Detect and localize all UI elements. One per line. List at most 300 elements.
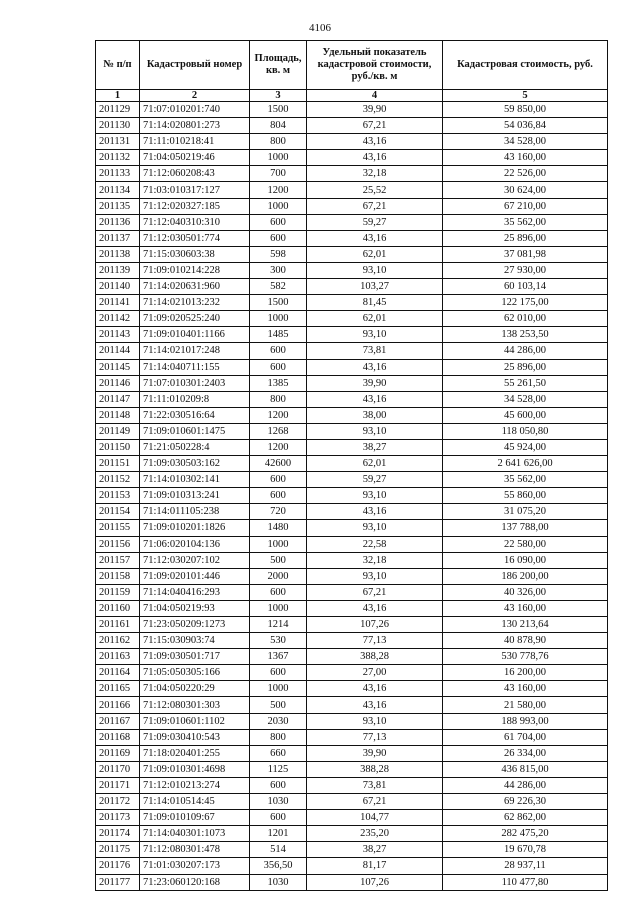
- unit-value-cell: 39,90: [307, 102, 443, 118]
- row-number-cell: 201142: [96, 311, 140, 327]
- unit-value-cell: 59,27: [307, 214, 443, 230]
- table-row: [96, 150, 608, 166]
- cadastral-value-cell: 138 253,50: [443, 327, 608, 343]
- row-number-cell: 201162: [96, 633, 140, 649]
- row-number-cell: 201172: [96, 794, 140, 810]
- area-cell: 2030: [250, 713, 307, 729]
- row-number-cell: 201176: [96, 858, 140, 874]
- cadastral-number-cell: 71:04:050219:46: [140, 150, 250, 166]
- area-cell: 1367: [250, 649, 307, 665]
- cadastral-value-cell: 2 641 626,00: [443, 456, 608, 472]
- unit-value-cell: 43,16: [307, 697, 443, 713]
- cadastral-value-cell: 118 050,80: [443, 423, 608, 439]
- cadastral-value-cell: 22 526,00: [443, 166, 608, 182]
- cadastral-number-cell: 71:14:020631:960: [140, 279, 250, 295]
- header-row-number: № п/п: [96, 41, 140, 90]
- cadastral-number-cell: 71:12:040310:310: [140, 214, 250, 230]
- unit-value-cell: 77,13: [307, 633, 443, 649]
- cadastral-number-cell: 71:07:010301:2403: [140, 375, 250, 391]
- unit-value-cell: 93,10: [307, 423, 443, 439]
- unit-value-cell: 22,58: [307, 536, 443, 552]
- unit-value-cell: 107,26: [307, 874, 443, 890]
- area-cell: 1268: [250, 423, 307, 439]
- table-row: [96, 134, 608, 150]
- table-row: [96, 230, 608, 246]
- area-cell: 1030: [250, 874, 307, 890]
- unit-value-cell: 43,16: [307, 359, 443, 375]
- unit-value-cell: 62,01: [307, 311, 443, 327]
- table-row: [96, 584, 608, 600]
- cadastral-number-cell: 71:09:010313:241: [140, 488, 250, 504]
- cadastral-value-cell: 67 210,00: [443, 198, 608, 214]
- cadastral-number-cell: 71:14:021013:232: [140, 295, 250, 311]
- cadastral-value-cell: 55 261,50: [443, 375, 608, 391]
- cadastral-number-cell: 71:14:021017:248: [140, 343, 250, 359]
- cadastral-value-cell: 34 528,00: [443, 391, 608, 407]
- row-number-cell: 201169: [96, 745, 140, 761]
- table-row: [96, 826, 608, 842]
- area-cell: 500: [250, 697, 307, 713]
- cadastral-number-cell: 71:23:050209:1273: [140, 617, 250, 633]
- cadastral-value-cell: 60 103,14: [443, 279, 608, 295]
- row-number-cell: 201175: [96, 842, 140, 858]
- table-row: [96, 858, 608, 874]
- cadastral-number-cell: 71:11:010209:8: [140, 391, 250, 407]
- table-row: [96, 568, 608, 584]
- cadastral-value-cell: 25 896,00: [443, 230, 608, 246]
- area-cell: 1125: [250, 761, 307, 777]
- cadastral-value-cell: 16 090,00: [443, 552, 608, 568]
- unit-value-cell: 43,16: [307, 134, 443, 150]
- unit-value-cell: 43,16: [307, 230, 443, 246]
- cadastral-value-cell: 530 778,76: [443, 649, 608, 665]
- column-number: 4: [307, 90, 443, 102]
- table-row: [96, 391, 608, 407]
- area-cell: 1000: [250, 600, 307, 616]
- cadastral-number-cell: 71:12:020327:185: [140, 198, 250, 214]
- table-row: [96, 311, 608, 327]
- cadastral-value-cell: 28 937,11: [443, 858, 608, 874]
- header-cadastral-value: Кадастровая стоимость, руб.: [443, 41, 608, 90]
- cadastral-number-cell: 71:06:020104:136: [140, 536, 250, 552]
- unit-value-cell: 32,18: [307, 552, 443, 568]
- area-cell: 1500: [250, 295, 307, 311]
- cadastral-value-table: [95, 40, 608, 891]
- area-cell: 600: [250, 584, 307, 600]
- cadastral-value-cell: 59 850,00: [443, 102, 608, 118]
- cadastral-value-cell: 40 326,00: [443, 584, 608, 600]
- area-cell: 600: [250, 472, 307, 488]
- cadastral-value-cell: 35 562,00: [443, 214, 608, 230]
- row-number-cell: 201149: [96, 423, 140, 439]
- unit-value-cell: 93,10: [307, 327, 443, 343]
- unit-value-cell: 388,28: [307, 649, 443, 665]
- table-row: [96, 681, 608, 697]
- table-row: [96, 343, 608, 359]
- unit-value-cell: 38,00: [307, 407, 443, 423]
- area-cell: 1000: [250, 311, 307, 327]
- cadastral-number-cell: 71:09:010601:1475: [140, 423, 250, 439]
- cadastral-number-cell: 71:12:080301:303: [140, 697, 250, 713]
- area-cell: 600: [250, 777, 307, 793]
- unit-value-cell: 25,52: [307, 182, 443, 198]
- row-number-cell: 201148: [96, 407, 140, 423]
- cadastral-number-cell: 71:09:010401:1166: [140, 327, 250, 343]
- cadastral-number-cell: 71:14:010514:45: [140, 794, 250, 810]
- cadastral-value-cell: 110 477,80: [443, 874, 608, 890]
- unit-value-cell: 93,10: [307, 713, 443, 729]
- area-cell: 600: [250, 230, 307, 246]
- unit-value-cell: 73,81: [307, 343, 443, 359]
- cadastral-value-cell: 43 160,00: [443, 150, 608, 166]
- table-row: [96, 794, 608, 810]
- cadastral-number-cell: 71:09:020525:240: [140, 311, 250, 327]
- cadastral-value-cell: 26 334,00: [443, 745, 608, 761]
- table-row: [96, 488, 608, 504]
- cadastral-number-cell: 71:14:010302:141: [140, 472, 250, 488]
- table-row: [96, 423, 608, 439]
- cadastral-number-cell: 71:14:040301:1073: [140, 826, 250, 842]
- row-number-cell: 201137: [96, 230, 140, 246]
- cadastral-value-cell: 21 580,00: [443, 697, 608, 713]
- cadastral-number-cell: 71:09:010109:67: [140, 810, 250, 826]
- unit-value-cell: 43,16: [307, 600, 443, 616]
- cadastral-number-cell: 71:15:030603:38: [140, 246, 250, 262]
- area-cell: 1030: [250, 794, 307, 810]
- cadastral-number-cell: 71:12:030207:102: [140, 552, 250, 568]
- cadastral-value-cell: 43 160,00: [443, 681, 608, 697]
- row-number-cell: 201158: [96, 568, 140, 584]
- row-number-cell: 201139: [96, 262, 140, 278]
- unit-value-cell: 107,26: [307, 617, 443, 633]
- row-number-cell: 201130: [96, 118, 140, 134]
- row-number-cell: 201140: [96, 279, 140, 295]
- unit-value-cell: 39,90: [307, 375, 443, 391]
- unit-value-cell: 38,27: [307, 842, 443, 858]
- table-row: [96, 777, 608, 793]
- column-number: 1: [96, 90, 140, 102]
- row-number-cell: 201159: [96, 584, 140, 600]
- row-number-cell: 201132: [96, 150, 140, 166]
- cadastral-number-cell: 71:14:011105:238: [140, 504, 250, 520]
- cadastral-value-cell: 45 924,00: [443, 439, 608, 455]
- table-row: [96, 214, 608, 230]
- table-header-row: [96, 41, 608, 90]
- unit-value-cell: 388,28: [307, 761, 443, 777]
- table-row: [96, 198, 608, 214]
- cadastral-number-cell: 71:09:010214:228: [140, 262, 250, 278]
- area-cell: 1485: [250, 327, 307, 343]
- table-row: [96, 407, 608, 423]
- table-row: [96, 665, 608, 681]
- column-number: 5: [443, 90, 608, 102]
- table-row: [96, 262, 608, 278]
- unit-value-cell: 67,21: [307, 118, 443, 134]
- area-cell: 800: [250, 729, 307, 745]
- row-number-cell: 201171: [96, 777, 140, 793]
- cadastral-number-cell: 71:14:040711:155: [140, 359, 250, 375]
- unit-value-cell: 43,16: [307, 391, 443, 407]
- row-number-cell: 201170: [96, 761, 140, 777]
- area-cell: 1480: [250, 520, 307, 536]
- table-row: [96, 617, 608, 633]
- table-row: [96, 102, 608, 118]
- unit-value-cell: 39,90: [307, 745, 443, 761]
- cadastral-value-cell: 35 562,00: [443, 472, 608, 488]
- row-number-cell: 201154: [96, 504, 140, 520]
- table-row: [96, 520, 608, 536]
- cadastral-value-cell: 34 528,00: [443, 134, 608, 150]
- unit-value-cell: 32,18: [307, 166, 443, 182]
- row-number-cell: 201150: [96, 439, 140, 455]
- cadastral-value-cell: 62 010,00: [443, 311, 608, 327]
- area-cell: 356,50: [250, 858, 307, 874]
- column-number-row: [96, 90, 608, 102]
- row-number-cell: 201153: [96, 488, 140, 504]
- cadastral-number-cell: 71:12:080301:478: [140, 842, 250, 858]
- table-row: [96, 633, 608, 649]
- cadastral-number-cell: 71:14:040416:293: [140, 584, 250, 600]
- cadastral-value-cell: 282 475,20: [443, 826, 608, 842]
- table-row: [96, 504, 608, 520]
- row-number-cell: 201167: [96, 713, 140, 729]
- row-number-cell: 201144: [96, 343, 140, 359]
- area-cell: 514: [250, 842, 307, 858]
- area-cell: 600: [250, 214, 307, 230]
- cadastral-value-cell: 55 860,00: [443, 488, 608, 504]
- row-number-cell: 201145: [96, 359, 140, 375]
- cadastral-value-cell: 44 286,00: [443, 777, 608, 793]
- unit-value-cell: 73,81: [307, 777, 443, 793]
- cadastral-number-cell: 71:09:030501:717: [140, 649, 250, 665]
- cadastral-value-cell: 16 200,00: [443, 665, 608, 681]
- area-cell: 300: [250, 262, 307, 278]
- cadastral-number-cell: 71:14:020801:273: [140, 118, 250, 134]
- area-cell: 530: [250, 633, 307, 649]
- table-row: [96, 729, 608, 745]
- row-number-cell: 201129: [96, 102, 140, 118]
- cadastral-value-cell: 62 862,00: [443, 810, 608, 826]
- cadastral-number-cell: 71:09:010201:1826: [140, 520, 250, 536]
- table-row: [96, 118, 608, 134]
- unit-value-cell: 38,27: [307, 439, 443, 455]
- table-row: [96, 713, 608, 729]
- unit-value-cell: 81,17: [307, 858, 443, 874]
- row-number-cell: 201131: [96, 134, 140, 150]
- table-row: [96, 697, 608, 713]
- unit-value-cell: 93,10: [307, 520, 443, 536]
- area-cell: 800: [250, 134, 307, 150]
- unit-value-cell: 104,77: [307, 810, 443, 826]
- row-number-cell: 201173: [96, 810, 140, 826]
- row-number-cell: 201165: [96, 681, 140, 697]
- area-cell: 42600: [250, 456, 307, 472]
- row-number-cell: 201168: [96, 729, 140, 745]
- unit-value-cell: 81,45: [307, 295, 443, 311]
- area-cell: 1000: [250, 536, 307, 552]
- area-cell: 1500: [250, 102, 307, 118]
- row-number-cell: 201138: [96, 246, 140, 262]
- table-body: [96, 102, 608, 891]
- area-cell: 1000: [250, 150, 307, 166]
- row-number-cell: 201164: [96, 665, 140, 681]
- table-row: [96, 600, 608, 616]
- table-row: [96, 359, 608, 375]
- area-cell: 600: [250, 665, 307, 681]
- unit-value-cell: 43,16: [307, 150, 443, 166]
- row-number-cell: 201160: [96, 600, 140, 616]
- table-row: [96, 246, 608, 262]
- column-number: 2: [140, 90, 250, 102]
- cadastral-value-cell: 44 286,00: [443, 343, 608, 359]
- row-number-cell: 201135: [96, 198, 140, 214]
- cadastral-number-cell: 71:12:010213:274: [140, 777, 250, 793]
- area-cell: 600: [250, 810, 307, 826]
- unit-value-cell: 62,01: [307, 246, 443, 262]
- cadastral-value-cell: 137 788,00: [443, 520, 608, 536]
- row-number-cell: 201155: [96, 520, 140, 536]
- unit-value-cell: 103,27: [307, 279, 443, 295]
- area-cell: 1200: [250, 182, 307, 198]
- row-number-cell: 201177: [96, 874, 140, 890]
- cadastral-number-cell: 71:22:030516:64: [140, 407, 250, 423]
- cadastral-value-cell: 31 075,20: [443, 504, 608, 520]
- cadastral-number-cell: 71:12:030501:774: [140, 230, 250, 246]
- area-cell: 600: [250, 343, 307, 359]
- row-number-cell: 201157: [96, 552, 140, 568]
- header-cadastral-number: Кадастровый номер: [140, 41, 250, 90]
- cadastral-value-cell: 122 175,00: [443, 295, 608, 311]
- row-number-cell: 201147: [96, 391, 140, 407]
- area-cell: 1385: [250, 375, 307, 391]
- area-cell: 800: [250, 391, 307, 407]
- cadastral-number-cell: 71:11:010218:41: [140, 134, 250, 150]
- header-unit-value: Удельный показатель кадастровой стоимости, руб./кв. м: [307, 41, 443, 90]
- cadastral-value-cell: 37 081,98: [443, 246, 608, 262]
- table-row: [96, 182, 608, 198]
- unit-value-cell: 67,21: [307, 198, 443, 214]
- cadastral-value-cell: 61 704,00: [443, 729, 608, 745]
- row-number-cell: 201152: [96, 472, 140, 488]
- table-row: [96, 472, 608, 488]
- cadastral-number-cell: 71:09:010301:4698: [140, 761, 250, 777]
- cadastral-value-cell: 130 213,64: [443, 617, 608, 633]
- table-row: [96, 874, 608, 890]
- cadastral-value-cell: 27 930,00: [443, 262, 608, 278]
- unit-value-cell: 77,13: [307, 729, 443, 745]
- cadastral-number-cell: 71:09:030503:162: [140, 456, 250, 472]
- column-number: 3: [250, 90, 307, 102]
- unit-value-cell: 67,21: [307, 584, 443, 600]
- unit-value-cell: 67,21: [307, 794, 443, 810]
- cadastral-value-cell: 54 036,84: [443, 118, 608, 134]
- table-row: [96, 166, 608, 182]
- unit-value-cell: 59,27: [307, 472, 443, 488]
- cadastral-number-cell: 71:09:020101:446: [140, 568, 250, 584]
- cadastral-number-cell: 71:01:030207:173: [140, 858, 250, 874]
- page-number: 4106: [309, 22, 331, 34]
- area-cell: 700: [250, 166, 307, 182]
- row-number-cell: 201174: [96, 826, 140, 842]
- header-area: Площадь, кв. м: [250, 41, 307, 90]
- row-number-cell: 201151: [96, 456, 140, 472]
- cadastral-value-cell: 19 670,78: [443, 842, 608, 858]
- row-number-cell: 201134: [96, 182, 140, 198]
- cadastral-number-cell: 71:07:010201:740: [140, 102, 250, 118]
- area-cell: 720: [250, 504, 307, 520]
- unit-value-cell: 93,10: [307, 488, 443, 504]
- row-number-cell: 201136: [96, 214, 140, 230]
- cadastral-number-cell: 71:04:050220:29: [140, 681, 250, 697]
- row-number-cell: 201133: [96, 166, 140, 182]
- row-number-cell: 201163: [96, 649, 140, 665]
- area-cell: 1200: [250, 439, 307, 455]
- unit-value-cell: 43,16: [307, 504, 443, 520]
- cadastral-number-cell: 71:03:010317:127: [140, 182, 250, 198]
- cadastral-number-cell: 71:05:050305:166: [140, 665, 250, 681]
- table-row: [96, 842, 608, 858]
- cadastral-value-cell: 69 226,30: [443, 794, 608, 810]
- table-row: [96, 536, 608, 552]
- unit-value-cell: 43,16: [307, 681, 443, 697]
- area-cell: 2000: [250, 568, 307, 584]
- cadastral-value-cell: 22 580,00: [443, 536, 608, 552]
- table-row: [96, 327, 608, 343]
- cadastral-number-cell: 71:04:050219:93: [140, 600, 250, 616]
- area-cell: 1000: [250, 681, 307, 697]
- table-row: [96, 761, 608, 777]
- cadastral-number-cell: 71:09:030410:543: [140, 729, 250, 745]
- row-number-cell: 201146: [96, 375, 140, 391]
- cadastral-value-cell: 43 160,00: [443, 600, 608, 616]
- row-number-cell: 201143: [96, 327, 140, 343]
- row-number-cell: 201161: [96, 617, 140, 633]
- table-row: [96, 810, 608, 826]
- table-row: [96, 295, 608, 311]
- table-row: [96, 649, 608, 665]
- cadastral-value-cell: 436 815,00: [443, 761, 608, 777]
- table-row: [96, 745, 608, 761]
- table-row: [96, 552, 608, 568]
- area-cell: 600: [250, 488, 307, 504]
- row-number-cell: 201166: [96, 697, 140, 713]
- cadastral-value-cell: 188 993,00: [443, 713, 608, 729]
- cadastral-number-cell: 71:18:020401:255: [140, 745, 250, 761]
- cadastral-value-cell: 30 624,00: [443, 182, 608, 198]
- table-row: [96, 375, 608, 391]
- area-cell: 1200: [250, 407, 307, 423]
- cadastral-number-cell: 71:23:060120:168: [140, 874, 250, 890]
- table-row: [96, 279, 608, 295]
- cadastral-number-cell: 71:09:010601:1102: [140, 713, 250, 729]
- cadastral-value-cell: 40 878,90: [443, 633, 608, 649]
- cadastral-number-cell: 71:12:060208:43: [140, 166, 250, 182]
- row-number-cell: 201141: [96, 295, 140, 311]
- row-number-cell: 201156: [96, 536, 140, 552]
- cadastral-number-cell: 71:21:050228:4: [140, 439, 250, 455]
- cadastral-number-cell: 71:15:030903:74: [140, 633, 250, 649]
- cadastral-value-cell: 45 600,00: [443, 407, 608, 423]
- area-cell: 1201: [250, 826, 307, 842]
- area-cell: 600: [250, 359, 307, 375]
- cadastral-value-cell: 25 896,00: [443, 359, 608, 375]
- area-cell: 500: [250, 552, 307, 568]
- table-row: [96, 439, 608, 455]
- unit-value-cell: 27,00: [307, 665, 443, 681]
- area-cell: 598: [250, 246, 307, 262]
- table-row: [96, 456, 608, 472]
- unit-value-cell: 93,10: [307, 568, 443, 584]
